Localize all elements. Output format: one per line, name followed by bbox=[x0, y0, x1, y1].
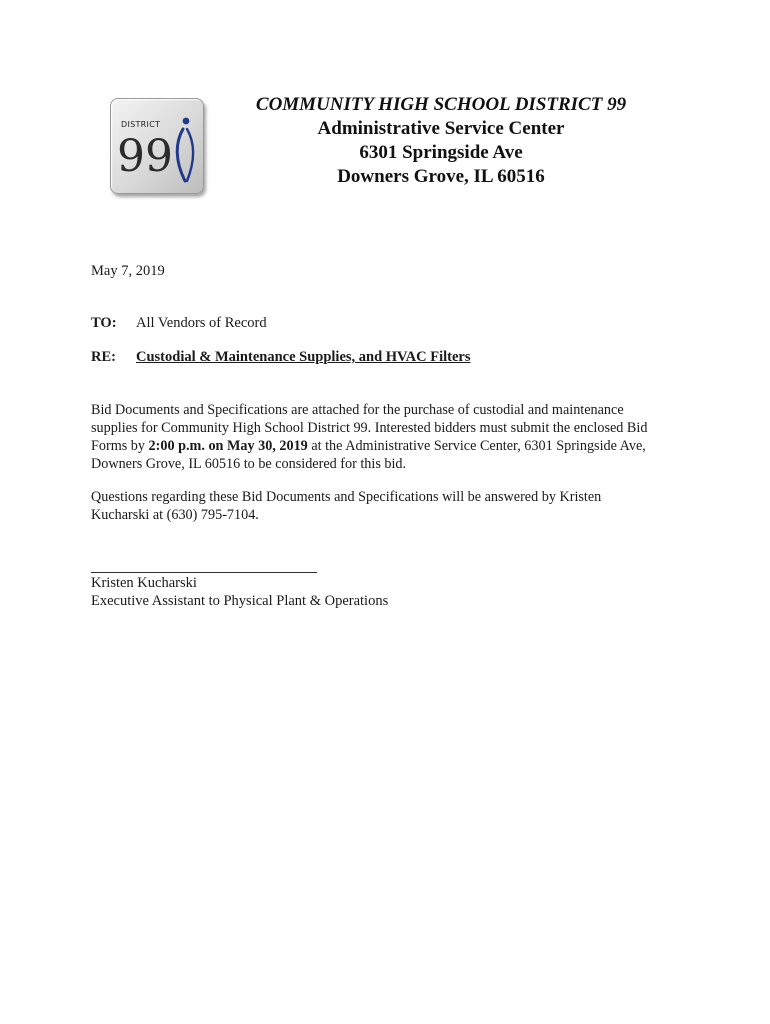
office-name: Administrative Service Center bbox=[317, 118, 565, 139]
letter-date: May 7, 2019 bbox=[91, 263, 165, 279]
logo-figure-arc-left bbox=[177, 129, 185, 181]
to-line bbox=[91, 314, 267, 332]
re-subject: Custodial & Maintenance Supplies, and HVAC Filters bbox=[136, 349, 471, 365]
district-logo bbox=[110, 98, 204, 196]
organization-name: COMMUNITY HIGH SCHOOL DISTRICT 99 bbox=[255, 94, 627, 115]
letterhead bbox=[236, 93, 646, 189]
body-paragraph-questions: Questions regarding these Bid Documents and Specifications will be answered by Kristen Kucharski at (630) 795-7104. bbox=[91, 489, 602, 523]
bid-deadline: 2:00 p.m. on May 30, 2019 bbox=[148, 438, 308, 454]
to-value: All Vendors of Record bbox=[136, 315, 267, 331]
logo-word: DISTRICT bbox=[121, 120, 161, 129]
to-label: TO: bbox=[91, 315, 117, 331]
street-address: 6301 Springside Ave bbox=[359, 142, 523, 163]
para1-text-end: at the Administrative Service Center, 6301 Springside Ave, Downers Grove, IL 60516 to be considered for this bid. bbox=[91, 438, 646, 472]
logo-number: 99 bbox=[117, 131, 173, 182]
district-99-logo-icon bbox=[111, 99, 203, 193]
signer-name: Kristen Kucharski bbox=[91, 575, 197, 591]
re-line bbox=[91, 348, 470, 366]
signer-title: Executive Assistant to Physical Plant & Operations bbox=[91, 593, 389, 609]
body-paragraph-bid-deadline bbox=[91, 401, 661, 473]
para1-text-start: Bid Documents and Specifications are attached for the purchase of custodial and maintenance supplies for Community High School District 99. Interested bidders must submit the enclosed Bid Forms by bbox=[91, 402, 648, 454]
signature-line bbox=[91, 572, 317, 573]
city-state-zip: Downers Grove, IL 60516 bbox=[337, 166, 545, 187]
logo-figure-arc-right bbox=[187, 129, 193, 181]
logo-figure-head bbox=[183, 118, 190, 125]
logo-tile bbox=[110, 98, 204, 194]
re-label: RE: bbox=[91, 349, 116, 365]
